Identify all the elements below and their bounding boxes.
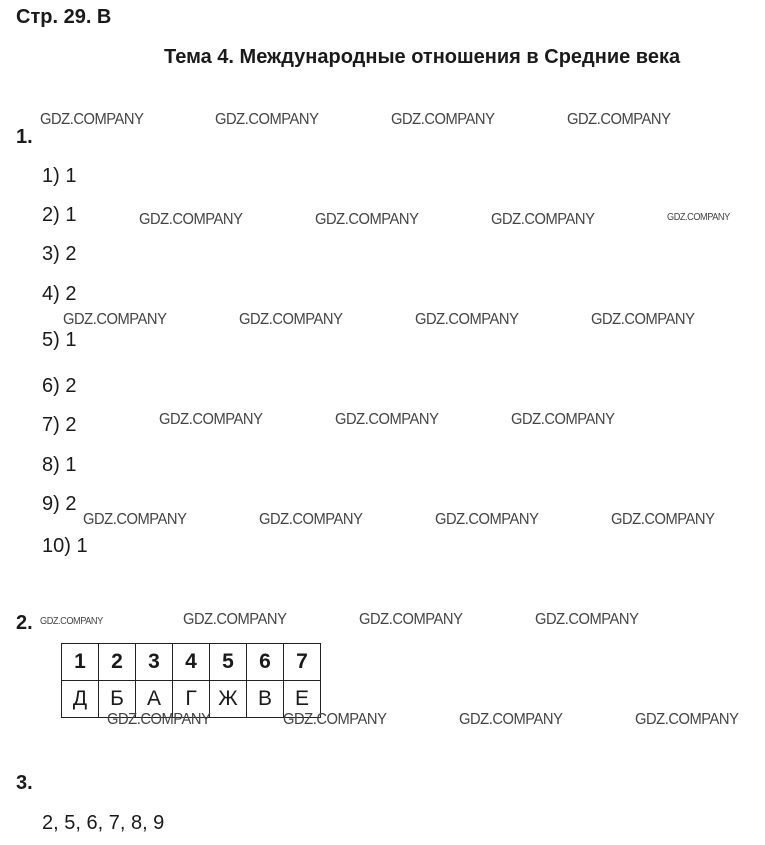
table-cell-number: 4	[173, 644, 210, 681]
table-cell-number: 1	[62, 644, 99, 681]
watermark: GDZ.COMPANY	[335, 411, 439, 428]
watermark: GDZ.COMPANY	[635, 711, 739, 728]
answer-item: 2) 1	[42, 204, 77, 226]
answer-table	[61, 643, 321, 718]
watermark: GDZ.COMPANY	[139, 211, 243, 228]
watermark: GDZ.COMPANY	[83, 511, 187, 528]
task-3-answer: 2, 5, 6, 7, 8, 9	[42, 812, 165, 834]
answer-item: 7) 2	[42, 414, 77, 436]
watermark: GDZ.COMPANY	[459, 711, 563, 728]
watermark: GDZ.COMPANY	[359, 611, 463, 628]
table-cell-number: 3	[136, 644, 173, 681]
table-cell-number: 2	[99, 644, 136, 681]
answer-item: 1) 1	[42, 165, 77, 187]
page-title: Стр. 29. В	[16, 6, 112, 28]
watermark: GDZ.COMPANY	[567, 111, 671, 128]
watermark: GDZ.COMPANY	[415, 311, 519, 328]
answer-item: 10) 1	[42, 535, 88, 557]
task-1-number: 1.	[16, 126, 33, 148]
watermark: GDZ.COMPANY	[511, 411, 615, 428]
watermark: GDZ.COMPANY	[391, 111, 495, 128]
table-row-numbers	[62, 644, 321, 681]
watermark: GDZ.COMPANY	[315, 211, 419, 228]
watermark: GDZ.COMPANY	[591, 311, 695, 328]
watermark: GDZ.COMPANY	[63, 311, 167, 328]
watermark: GDZ.COMPANY	[283, 711, 387, 728]
watermark: GDZ.COMPANY	[40, 111, 144, 128]
answer-item: 6) 2	[42, 375, 77, 397]
answer-item: 8) 1	[42, 454, 77, 476]
table-cell-letter: Е	[284, 681, 321, 718]
table-cell-number: 6	[247, 644, 284, 681]
table-cell-number: 5	[210, 644, 247, 681]
table-cell-letter: Г	[173, 681, 210, 718]
topic-title: Тема 4. Международные отношения в Средние века	[164, 46, 681, 68]
table-cell-number: 7	[284, 644, 321, 681]
answer-item: 5) 1	[42, 329, 77, 351]
watermark: GDZ.COMPANY	[611, 511, 715, 528]
watermark: GDZ.COMPANY	[435, 511, 539, 528]
table-cell-letter: Б	[99, 681, 136, 718]
watermark: GDZ.COMPANY	[215, 111, 319, 128]
task-3-number: 3.	[16, 772, 33, 794]
table-cell-letter: В	[247, 681, 284, 718]
watermark: GDZ.COMPANY	[239, 311, 343, 328]
watermark: GDZ.COMPANY	[259, 511, 363, 528]
watermark: GDZ.COMPANY	[667, 212, 730, 223]
table-cell-letter: А	[136, 681, 173, 718]
table-cell-letter: Ж	[210, 681, 247, 718]
answer-item: 3) 2	[42, 243, 77, 265]
watermark: GDZ.COMPANY	[107, 711, 211, 728]
watermark: GDZ.COMPANY	[183, 611, 287, 628]
task-2-number: 2.	[16, 612, 33, 634]
watermark: GDZ.COMPANY	[159, 411, 263, 428]
answer-item: 9) 2	[42, 493, 77, 515]
table-cell-letter: Д	[62, 681, 99, 718]
watermark: GDZ.COMPANY	[535, 611, 639, 628]
answer-item: 4) 2	[42, 283, 77, 305]
watermark: GDZ.COMPANY	[40, 616, 103, 627]
watermark: GDZ.COMPANY	[491, 211, 595, 228]
